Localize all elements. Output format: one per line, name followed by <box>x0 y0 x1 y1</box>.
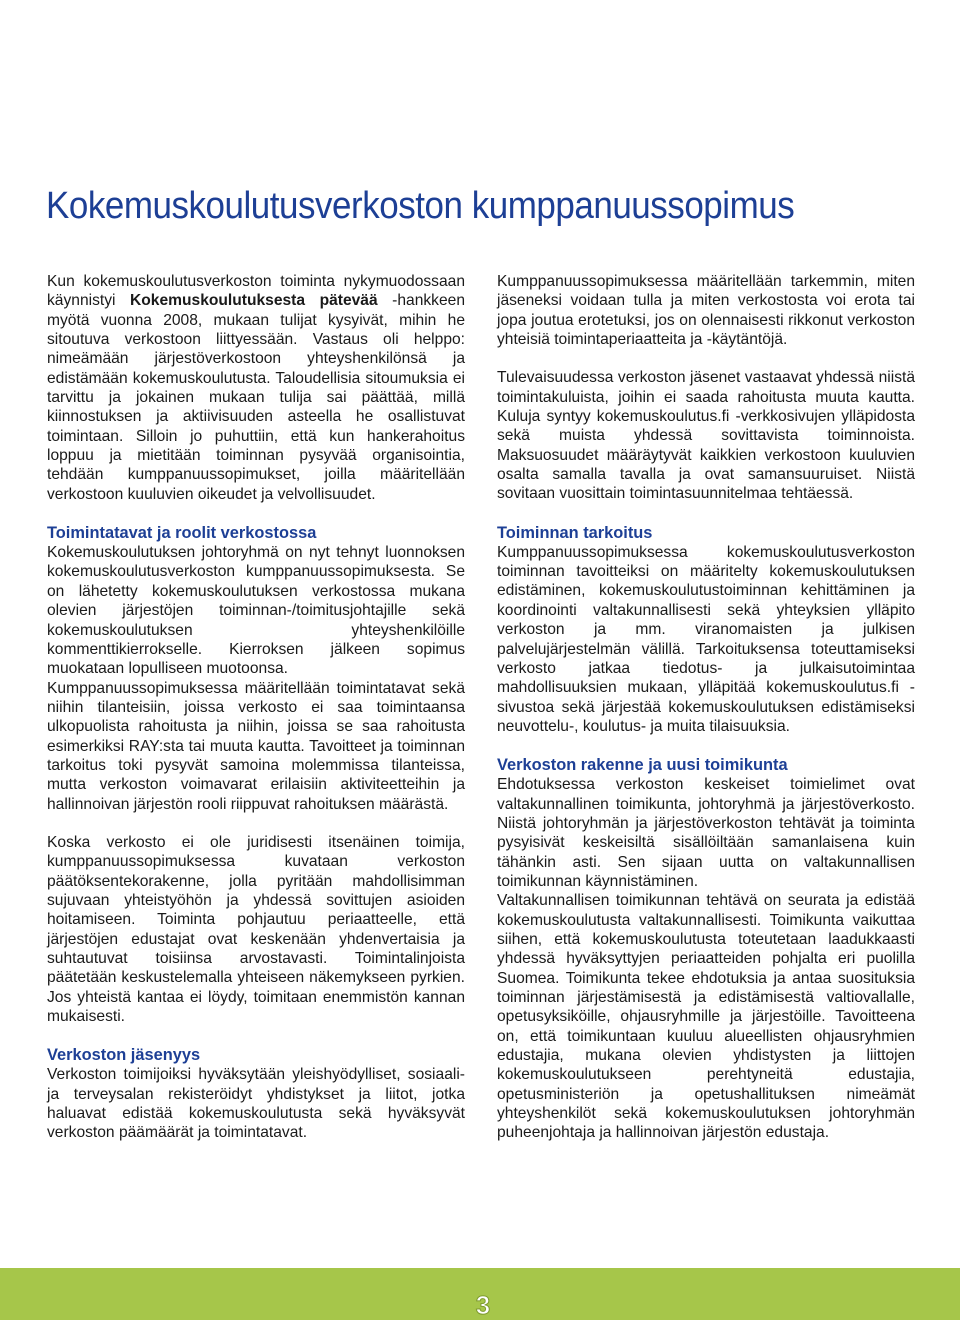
section-members <box>47 1045 465 1142</box>
defines-paragraph: Kumppanuussopimuksessa määritellään toimintatavat sekä niihin tilanteisiin, joissa verkosto ei saa toimintaansa ulkopuolista rahoitusta ja niihin, joissa se saa rahoitusta esimerkiksi RAY:sta tai muuta kautta. Tavoitteet ja toiminnan tarkoitus toki pysyvät samoina molemmissa tilanteissa, mutta verkoston voimavarat erilaisiin aktiviteetteihin ja hallinnoivan järjestön rooli riippuvat rahoituksen määrästä. <box>47 679 465 813</box>
page-number: 3 <box>475 1290 491 1320</box>
structure-paragraph: Ehdotuksessa verkoston keskeiset toimielimet ovat valtakunnallinen toimikunta, johtoryhmä ja järjestöverkosto. Niistä johtoryhmän ja järjestöverkoston tehtävät ja toiminta pysyisivät keskeisiltä sisällöiltään samanlaisena kuin tähänkin asti. Sen sijaan uutta on valtakunnallisen toimikunnan käynnistäminen. <box>497 776 915 890</box>
section-roles <box>47 523 465 678</box>
page-title: Kokemuskoulutusverkoston kumppanuussopimus <box>46 185 795 227</box>
section-purpose <box>497 523 915 736</box>
roles-paragraph: Kokemuskoulutuksen johtoryhmä on nyt tehnyt luonnoksen kokemuskoulutusverkoston kumppanuussopimuksesta. Se on lähetetty kokemuskoulutuksen verkostossa mukana olevien järjestöjen toiminnan-/toimitusjohtajille sekä kokemuskoulutuksen yhteyshenkilöille kommenttikierrokselle. Kierroksen jälkeen sopimus muokataan lopulliseen muotoonsa. <box>47 544 465 678</box>
detail-paragraph: Kumppanuussopimuksessa määritellään tarkemmin, miten jäseneksi voidaan tulla ja miten verkostosta voi erota tai jopa joutua erotetuksi, jos on olennaisesti rikkonut verkoston yhteisiä toimintaperiaatteita ja -käytäntöjä. <box>497 273 915 349</box>
intro-text-start: Kun kokemuskoulutusverkoston toiminta nykymuodossaan käynnistyi <box>47 273 465 310</box>
purpose-paragraph: Kumppanuussopimuksessa kokemuskoulutusverkoston toiminnan tavoitteiksi on määritelty kokemuskoulutuksen edistäminen, kokemuskoulutustoiminnan kehittäminen ja koordinointi valtakunnallisesti sekä yhteyksien ylläpito verkoston ja mm. viranomaisten ja julkisen palvelujärjestelmän välillä. Tarkoituksensa toteuttamiseksi verkosto jatkaa tiedotus- ja julkaisutoimintaa mahdollisuuksien mukaan, ylläpitää kokemuskoulutus.fi -sivustoa sekä järjestää kokemuskoulutuksen edistämiseksi neuvottelu-, koulutus- ja muita tilaisuuksia. <box>497 543 915 735</box>
left-column <box>47 272 465 1143</box>
future-paragraph: Tulevaisuudessa verkoston jäsenet vastaavat yhdessä niistä toimintakuluista, joihin ei saada rahoitusta muuta kautta. Kuluja syntyy kokemuskoulutus.fi -verkkosivujen ylläpidosta sekä muista yhdessä sovittavista toiminnoista. Maksuosuudet määräytyvät kaikkien verkostoon kuuluvien osalta samalla tavalla ja ovat samansuuruiset. Niistä sovitaan vuosittain toimintasuunnitelmaa tehtäessä. <box>497 369 915 503</box>
section-structure <box>497 755 915 891</box>
heading-roles: Toimintatavat ja roolit verkostossa <box>47 524 317 543</box>
page-top-margin <box>0 0 960 42</box>
project-name: Kokemuskoulutuksesta pätevää <box>130 292 378 310</box>
heading-members: Verkoston jäsenyys <box>47 1046 201 1065</box>
members-paragraph: Verkoston toimijoiksi hyväksytään yleishyödylliset, sosiaali- ja terveysalan rekisteröidyt yhdistykset ja liitot, jotka haluavat edistää kokemuskoulutusta sekä hyväksyvät verkoston päämäärät ja toimintatavat. <box>47 1066 465 1142</box>
committee-paragraph: Valtakunnallisen toimikunnan tehtävä on seurata ja edistää kokemuskoulutusta valtakunnallisesti. Toimikunta vaikuttaa siihen, että kokemuskoulutusta toteutetaan laadukkaasti yhdessä hyväksyttyjen periaatteiden pohjalta eri puolilla Suomea. Toimikunta tekee ehdotuksia ja antaa suosituksia toiminnan järjestämisestä ja edistämisestä valtiovallalle, opetusyksiköille, ohjausryhmille ja järjestöille. Tavoitteena on, että toimikuntaan kuuluu alueellisten ohjausryhmien edustajia, mukana olevien yhdistysten ja liittojen kokemuskoulutukseen perehtyneitä edustajia, opetusministeriön ja opetushallituksen nimeämät yhteyshenkilöt sekä kokemuskoulutuksen johtoryhmän puheenjohtaja ja hallinnoivan järjestön edustaja. <box>497 892 915 1142</box>
heading-purpose: Toiminnan tarkoitus <box>497 523 653 542</box>
right-column <box>497 272 915 1143</box>
legal-paragraph: Koska verkosto ei ole juridisesti itsenäinen toimija, kumppanuussopimuksessa kuvataan verkoston päätöksentekorakenne, jolla pyritään mahdollisimman sujuvaan yhteistyöhön ja yhdessä sovittujen asioiden hoitamiseen. Toiminta pohjautuu periaatteelle, että järjestöjen edustajat ovat keskenään yhdenvertaisia ja suhtautuvat toisiinsa arvostavasti. Toimintalinjoista päätetään keskustelemalla yhteiseen näkemykseen pyrkien. Jos yhteistä kantaa ei löydy, toimitaan enemmistön kannan mukaisesti. <box>47 833 465 1026</box>
intro-paragraph <box>47 272 465 504</box>
heading-structure: Verkoston rakenne ja uusi toimikunta <box>497 756 788 775</box>
intro-text-end: -hankkeen myötä vuonna 2008, mukaan tulijat kysyivät, mihin he sitoutuva verkostoon liittyessään. Vastaus oli helppo: nimeämään järjestöverkostoon yhteyshenkilönsä ja edistämään kokemuskoulutusta. Taloudellisia sitoumuksia ei tarvittu ja jokainen mukaan tulija sai päättää, millä kiinnostuksen ja aktiivisuuden asteella he osallistuvat toimintaan. Silloin jo puhuttiin, että kun hankerahoitus loppuu ja mietitään toiminnan pysyvää organisointia, tehdään kumppanuussopimukset, joilla määritellään verkostoon kuuluvien oikeudet ja velvollisuudet. <box>47 292 465 503</box>
